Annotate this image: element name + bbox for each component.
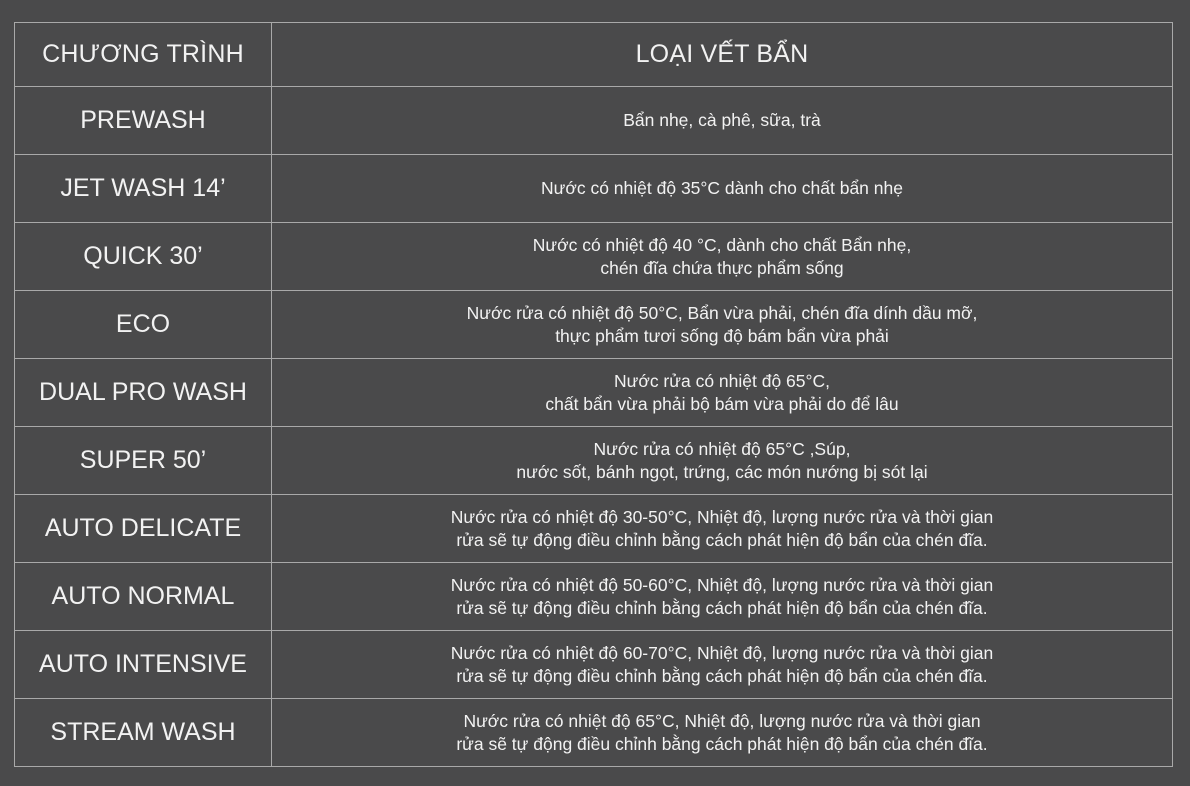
program-name: QUICK 30’ [15, 223, 272, 291]
stain-description [272, 427, 1173, 495]
program-name: ECO [15, 291, 272, 359]
table-body [15, 87, 1173, 767]
description-line: Nước rửa có nhiệt độ 65°C ,Súp, [593, 438, 851, 459]
program-name: PREWASH [15, 87, 272, 155]
table-row [15, 155, 1173, 223]
table-header-row [15, 23, 1173, 87]
table-row [15, 87, 1173, 155]
description-line: Nước rửa có nhiệt độ 50-60°C, Nhiệt độ, lượng nước rửa và thời gian [450, 574, 994, 595]
description-line: nước sốt, bánh ngọt, trứng, các món nướng bị sót lại [516, 461, 928, 482]
table-row [15, 223, 1173, 291]
header-stain-type: LOẠI VẾT BẨN [272, 23, 1173, 87]
stain-description [272, 291, 1173, 359]
table-row [15, 427, 1173, 495]
description-line: Nước có nhiệt độ 40 °C, dành cho chất Bẩn nhẹ, [532, 234, 912, 255]
description-line: Nước rửa có nhiệt độ 65°C, Nhiệt độ, lượng nước rửa và thời gian [463, 710, 981, 731]
program-name: AUTO INTENSIVE [15, 631, 272, 699]
stain-description [272, 699, 1173, 767]
stain-description [272, 359, 1173, 427]
stain-description [272, 563, 1173, 631]
description-line: rửa sẽ tự động điều chỉnh bằng cách phát hiện độ bẩn của chén đĩa. [456, 733, 988, 754]
description-line: rửa sẽ tự động điều chỉnh bằng cách phát hiện độ bẩn của chén đĩa. [456, 665, 988, 686]
description-line: thực phẩm tươi sống độ bám bẩn vừa phải [555, 325, 889, 346]
description-line: Bẩn nhẹ, cà phê, sữa, trà [623, 110, 821, 130]
description-line: Nước có nhiệt độ 35°C dành cho chất bẩn nhẹ [541, 178, 903, 198]
wash-program-table [14, 22, 1173, 767]
description-line: rửa sẽ tự động điều chỉnh bằng cách phát hiện độ bẩn của chén đĩa. [456, 597, 988, 618]
table-row [15, 563, 1173, 631]
table-row [15, 699, 1173, 767]
description-line: chén đĩa chứa thực phẩm sống [600, 257, 844, 278]
table-row [15, 631, 1173, 699]
stain-description [272, 223, 1173, 291]
program-name: SUPER 50’ [15, 427, 272, 495]
program-name: JET WASH 14’ [15, 155, 272, 223]
stain-description [272, 631, 1173, 699]
description-line: chất bẩn vừa phải bộ bám vừa phải do để lâu [545, 393, 899, 414]
stain-description [272, 155, 1173, 223]
program-name: DUAL PRO WASH [15, 359, 272, 427]
program-name: AUTO NORMAL [15, 563, 272, 631]
program-name: AUTO DELICATE [15, 495, 272, 563]
program-name: STREAM WASH [15, 699, 272, 767]
stain-description [272, 87, 1173, 155]
table-row [15, 291, 1173, 359]
header-program: CHƯƠNG TRÌNH [15, 23, 272, 87]
description-line: Nước rửa có nhiệt độ 50°C, Bẩn vừa phải, chén đĩa dính dầu mỡ, [466, 302, 978, 323]
table-row [15, 359, 1173, 427]
description-line: Nước rửa có nhiệt độ 60-70°C, Nhiệt độ, lượng nước rửa và thời gian [450, 642, 994, 663]
stain-description [272, 495, 1173, 563]
description-line: rửa sẽ tự động điều chỉnh bằng cách phát hiện độ bẩn của chén đĩa. [456, 529, 988, 550]
table-row [15, 495, 1173, 563]
description-line: Nước rửa có nhiệt độ 65°C, [613, 370, 831, 391]
description-line: Nước rửa có nhiệt độ 30-50°C, Nhiệt độ, lượng nước rửa và thời gian [450, 506, 994, 527]
